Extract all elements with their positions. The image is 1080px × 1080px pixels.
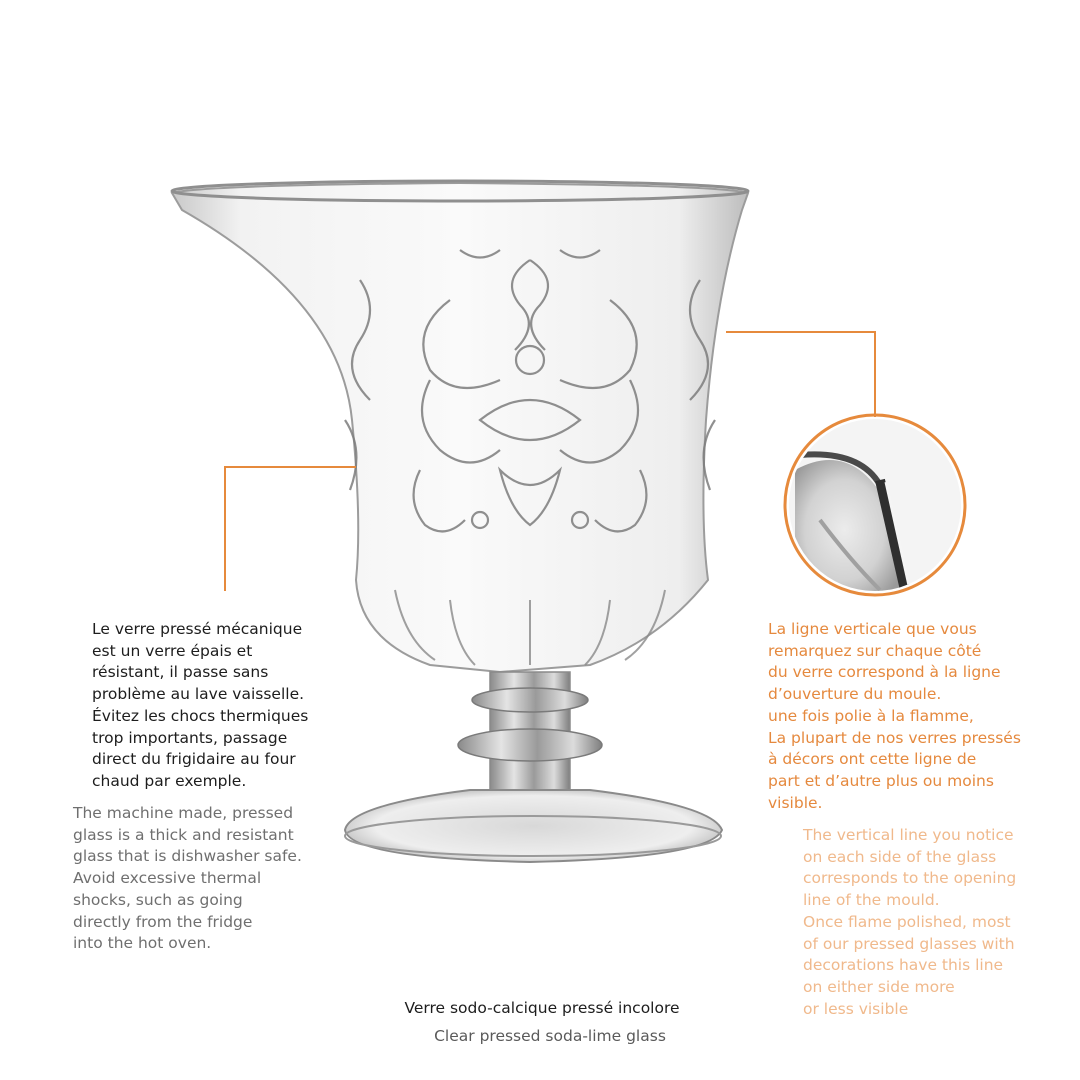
glass-bowl [172,183,748,672]
left-description-en: The machine made, pressed glass is a thick and resistant glass that is dishwasher safe. Avoid excessive thermal shocks, such as going directly from the fridge into the hot oven. [73,804,302,953]
right-connector-horizontal [726,331,876,333]
left-description-fr: Le verre pressé mécanique est un verre épais et résistant, il passe sans problème au lave vaisselle. Évitez les chocs thermiques trop importants, passage direct du frigidaire au four chaud par exemple. [92,620,309,790]
right-description-en: The vertical line you notice on each side of the glass corresponds to the opening line of the mould. Once flame polished, most of our pressed glasses with decorations have this line on either side more or less visible [803,826,1017,1018]
right-description-fr: La ligne verticale que vous remarquez sur chaque côté du verre correspond à la ligne d’ouverture du moule. une fois polie à la flamme, La plupart de nos verres pressés à décors ont cette ligne de part et d’autre plus ou moins visible. [768,620,1021,812]
caption-fr: Verre sodo-calcique pressé incolore [404,999,680,1017]
right-connector-vertical [874,331,876,417]
caption-en: Clear pressed soda-lime glass [434,1027,666,1045]
left-connector-horizontal [224,466,356,468]
left-connector-vertical [224,466,226,591]
